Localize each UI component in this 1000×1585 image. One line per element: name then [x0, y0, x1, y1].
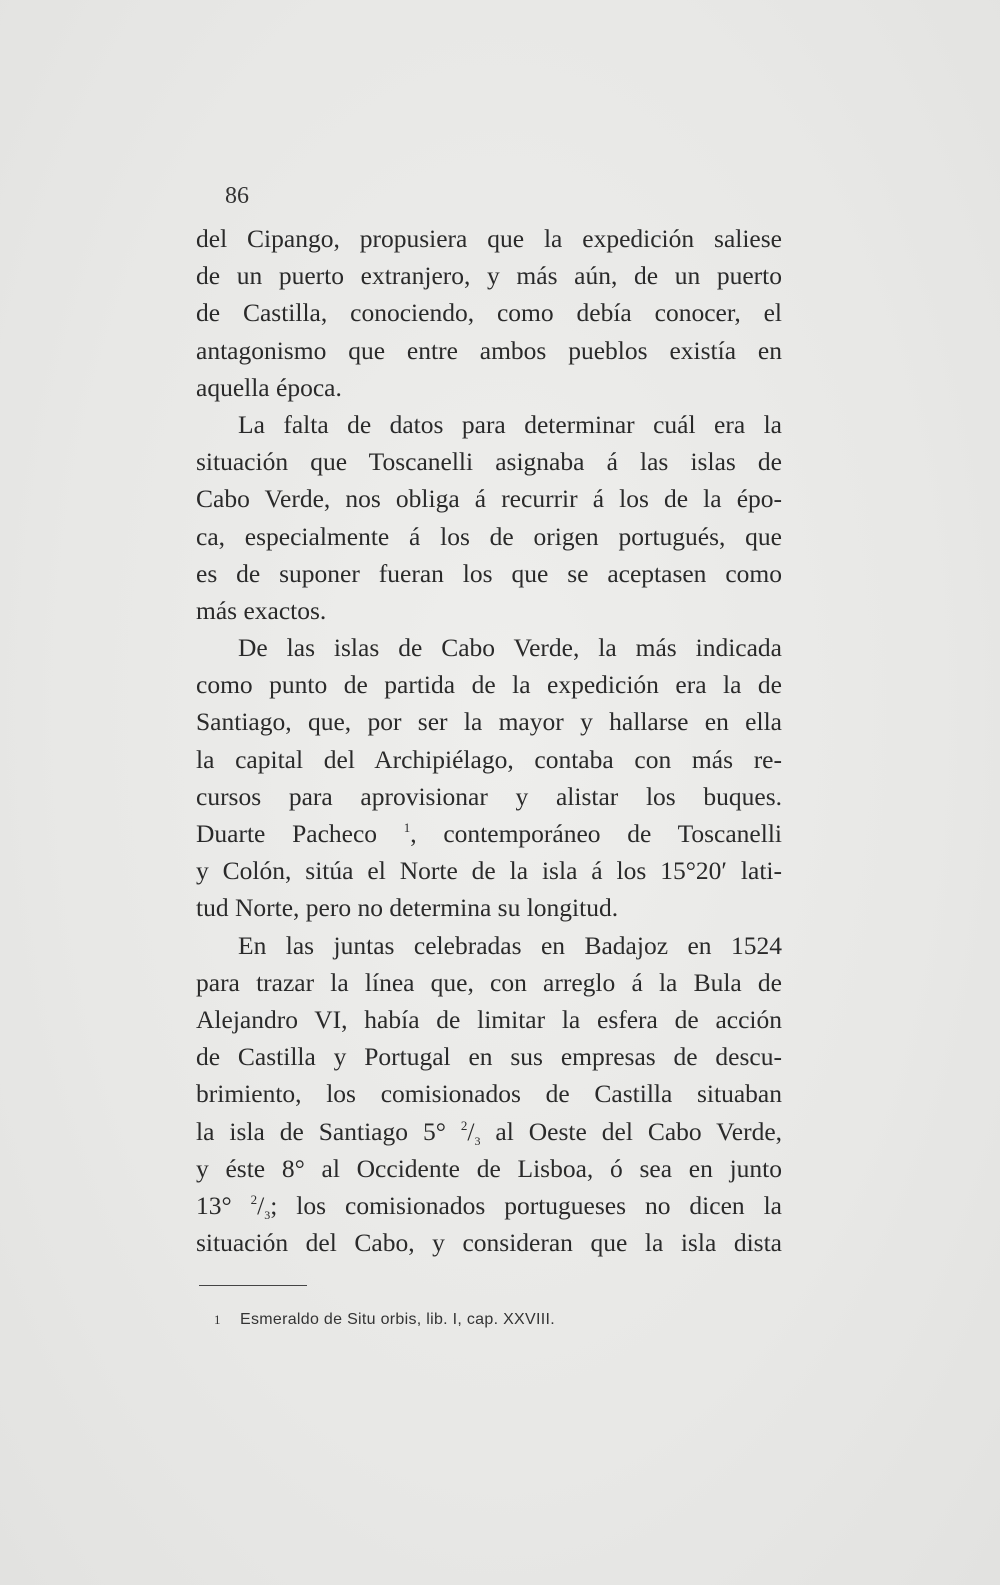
lat-minutes: 20′	[695, 856, 727, 886]
fraction-denominator: 3	[264, 1207, 271, 1222]
text-line: brimiento, los comisionados de Castilla situaban	[196, 1079, 782, 1109]
text-line-13	[196, 1187, 782, 1224]
text-line: más exactos.	[196, 595, 327, 625]
text-line: De las islas de Cabo Verde, la más indicada	[238, 633, 782, 663]
text-line: del Cipango, propusiera que la expedición saliese	[196, 224, 782, 253]
comma: ,	[410, 819, 417, 848]
text-line: ca, especialmente á los de origen portugués, que	[196, 521, 782, 551]
page-number: 86	[225, 183, 249, 209]
footnote-divider	[199, 1285, 307, 1286]
fraction-numerator: 2	[460, 1117, 468, 1133]
body-text	[196, 220, 782, 1261]
latitude-text: y Colón, sitúa el Norte de la isla á los	[196, 856, 647, 886]
semicolon: ;	[270, 1190, 278, 1220]
fraction-slash: /	[467, 1116, 475, 1146]
text-line: tud Norte, pero no determina su longitud.	[196, 893, 619, 923]
lati-hyphen: lati-	[740, 856, 782, 886]
duarte-rest: contemporáneo de Toscanelli	[443, 819, 782, 848]
text-line-duarte	[196, 815, 782, 852]
text-line: situación del Cabo, y consideran que la isla dista	[196, 1228, 782, 1258]
text-line: aquella época.	[196, 372, 342, 402]
footnote-reference: 1	[403, 820, 411, 835]
footnote-text: Esmeraldo de Situ orbis, lib. I, cap. XXVIII.	[240, 1311, 555, 1328]
degrees-13: 13°	[196, 1190, 232, 1220]
text-line: situación que Toscanelli asignaba á las islas de	[196, 447, 782, 477]
footnote-mark: 1	[214, 1312, 221, 1327]
text-line: la capital del Archipiélago, contaba con más re-	[196, 744, 782, 774]
text-line: de Castilla y Portugal en sus empresas de descu-	[196, 1042, 782, 1072]
text-line: de Castilla, conociendo, como debía conocer, el	[196, 298, 782, 328]
text-line: y éste 8° al Occidente de Lisboa, ó sea en junto	[196, 1153, 782, 1183]
footnote	[214, 1308, 555, 1331]
duarte-text: Duarte Pacheco	[196, 819, 378, 848]
text-line-santiago	[196, 1113, 782, 1150]
text-line: cursos para aprovisionar y alistar los buques.	[196, 781, 782, 811]
text-line: como punto de partida de la expedición era la de	[196, 670, 782, 700]
fraction-numerator: 2	[250, 1191, 258, 1207]
text-line: para trazar la línea que, con arreglo á la Bula de	[196, 967, 782, 997]
text-line: La falta de datos para determinar cuál era la	[238, 409, 782, 439]
text-line: Santiago, que, por ser la mayor y hallarse en ella	[196, 707, 782, 737]
text-line: En las juntas celebradas en Badajoz en 1524	[238, 930, 782, 960]
text-line: Cabo Verde, nos obliga á recurrir á los de la épo-	[196, 484, 782, 514]
lat-degrees: 15°	[660, 856, 696, 886]
oeste-text: al Oeste del Cabo Verde,	[495, 1116, 783, 1146]
text-line-latitude	[196, 852, 782, 889]
text-line: de un puerto extranjero, y más aún, de un puerto	[196, 261, 782, 291]
text-line: Alejandro VI, había de limitar la esfera de acción	[196, 1004, 782, 1034]
fraction-slash: /	[257, 1190, 265, 1220]
text-line: es de suponer fueran los que se aceptasen como	[196, 558, 782, 588]
fraction-denominator: 3	[474, 1133, 481, 1148]
portugueses-text: los comisionados portugueses no dicen la	[296, 1190, 782, 1220]
degrees-5: 5°	[422, 1116, 446, 1146]
text-line: antagonismo que entre ambos pueblos existía en	[196, 335, 782, 365]
santiago-text: la isla de Santiago	[196, 1116, 408, 1146]
